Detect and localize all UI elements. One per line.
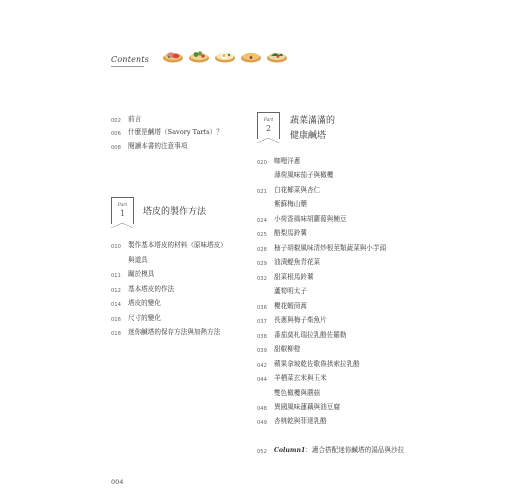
- toc-entry[interactable]: 白花椰菜與杏仁: [274, 186, 321, 194]
- entry-num: 018: [111, 331, 121, 337]
- entry-num: 024: [257, 218, 267, 224]
- toc-entry[interactable]: 尺寸的變化: [128, 314, 161, 322]
- contents-title: Contents: [111, 55, 150, 64]
- tart-ham-icon: [162, 48, 184, 64]
- part2-badge: [257, 112, 280, 139]
- column-num: 052: [257, 449, 267, 455]
- toc-entry[interactable]: 酪梨馬鈴薯: [274, 229, 307, 237]
- intro-num: 002: [111, 118, 121, 124]
- entry-num: 048: [257, 406, 267, 412]
- toc-entry[interactable]: 與道具: [128, 256, 148, 264]
- toc-entry[interactable]: 紫蘇梅山藥: [274, 200, 307, 208]
- toc-entry[interactable]: 番茄莫札瑞拉乳酪佐羅勒: [274, 331, 347, 339]
- title-underline: [111, 66, 144, 67]
- toc-entry[interactable]: 異國風味蓮藕與油豆腐: [274, 403, 340, 411]
- tart-egg-icon: [214, 48, 236, 64]
- toc-entry[interactable]: 甜椒柳橙: [274, 345, 301, 353]
- entry-num: 012: [111, 288, 121, 294]
- intro-item[interactable]: 閱讀本書的注意事項: [128, 142, 188, 150]
- part1-badge: [111, 197, 134, 224]
- toc-entry[interactable]: 甜菜根馬鈴薯: [274, 273, 314, 281]
- entry-num: 021: [257, 189, 267, 195]
- entry-num: 029: [257, 261, 267, 267]
- intro-num: 006: [111, 131, 121, 137]
- column-label: Column1: [274, 447, 306, 454]
- part-number: 2: [265, 124, 272, 133]
- entry-num: 010: [111, 244, 121, 250]
- intro-num: 008: [111, 145, 121, 151]
- part1-title: 塔皮的製作方法: [143, 207, 207, 217]
- entry-num: 049: [257, 420, 267, 426]
- toc-entry[interactable]: 羊栖菜玄米與玉米: [274, 374, 327, 382]
- entry-num: 028: [257, 247, 267, 253]
- toc-entry[interactable]: 塔皮的變化: [128, 299, 161, 307]
- part-label: Part: [263, 118, 274, 123]
- toc-entry[interactable]: 小荷香風味胡蘿蔔與鮪豆: [274, 215, 347, 223]
- entry-num: 038: [257, 334, 267, 340]
- toc-entry[interactable]: 蘋果拿坡乾佐歌魯拱索拉乳酪: [274, 360, 360, 368]
- column-text: ：適合搭配迷你鹹塔的湯品與沙拉: [305, 446, 405, 454]
- toc-entry[interactable]: 櫻花蝦茼蒿: [274, 302, 307, 310]
- entry-num: 025: [257, 232, 267, 238]
- entry-num: 042: [257, 363, 267, 369]
- entry-num: 036: [257, 305, 267, 311]
- toc-entry[interactable]: 油漬鯷魚青花菜: [274, 258, 321, 266]
- toc-entry[interactable]: 製作基本塔皮的材料（原味塔皮）: [128, 241, 227, 249]
- tart-greens-icon: [266, 48, 288, 64]
- intro-item[interactable]: 什麼是鹹塔（Savory Tarts）？: [128, 128, 223, 136]
- toc-entry[interactable]: 迷你鹹塔的保存方法與加熱方法: [128, 328, 221, 336]
- toc-entry[interactable]: 基本塔皮的作法: [128, 285, 175, 293]
- entry-num: 037: [257, 319, 267, 325]
- part2-title-line2: 健康鹹塔: [290, 131, 327, 141]
- part-label: Part: [117, 203, 128, 208]
- toc-entry[interactable]: 雙色橄欖與蘑菇: [274, 389, 321, 397]
- toc-entry[interactable]: 長蔥與梅子柴魚片: [274, 316, 327, 324]
- toc-entry[interactable]: 柚子胡椒風味清炒根莖類蔬菜與小芋頭: [274, 244, 387, 252]
- tart-vegetable-icon: [188, 48, 210, 64]
- part2-title-line1: 蔬菜滿滿的: [290, 116, 336, 126]
- entry-num: 044: [257, 377, 267, 383]
- toc-entry[interactable]: 杏桃乾與菲達乳酪: [274, 417, 327, 425]
- tart-corn-icon: [240, 48, 262, 64]
- toc-entry[interactable]: 蘆筍明太子: [274, 287, 307, 295]
- column-entry[interactable]: [274, 446, 404, 455]
- entry-num: 014: [111, 302, 121, 308]
- part-number: 1: [119, 209, 126, 218]
- toc-entry[interactable]: 咖哩洋蔥: [274, 157, 301, 165]
- entry-num: 039: [257, 348, 267, 354]
- entry-num: 032: [257, 276, 267, 282]
- entry-num: 011: [111, 273, 121, 279]
- intro-item[interactable]: 前言: [128, 115, 142, 123]
- entry-num: 020: [257, 160, 267, 166]
- toc-entry[interactable]: 薄荷風味茄子與橄欖: [274, 171, 334, 179]
- page-number: 004: [111, 478, 124, 486]
- entry-num: 016: [111, 317, 121, 323]
- toc-entry[interactable]: 關於模具: [128, 270, 155, 278]
